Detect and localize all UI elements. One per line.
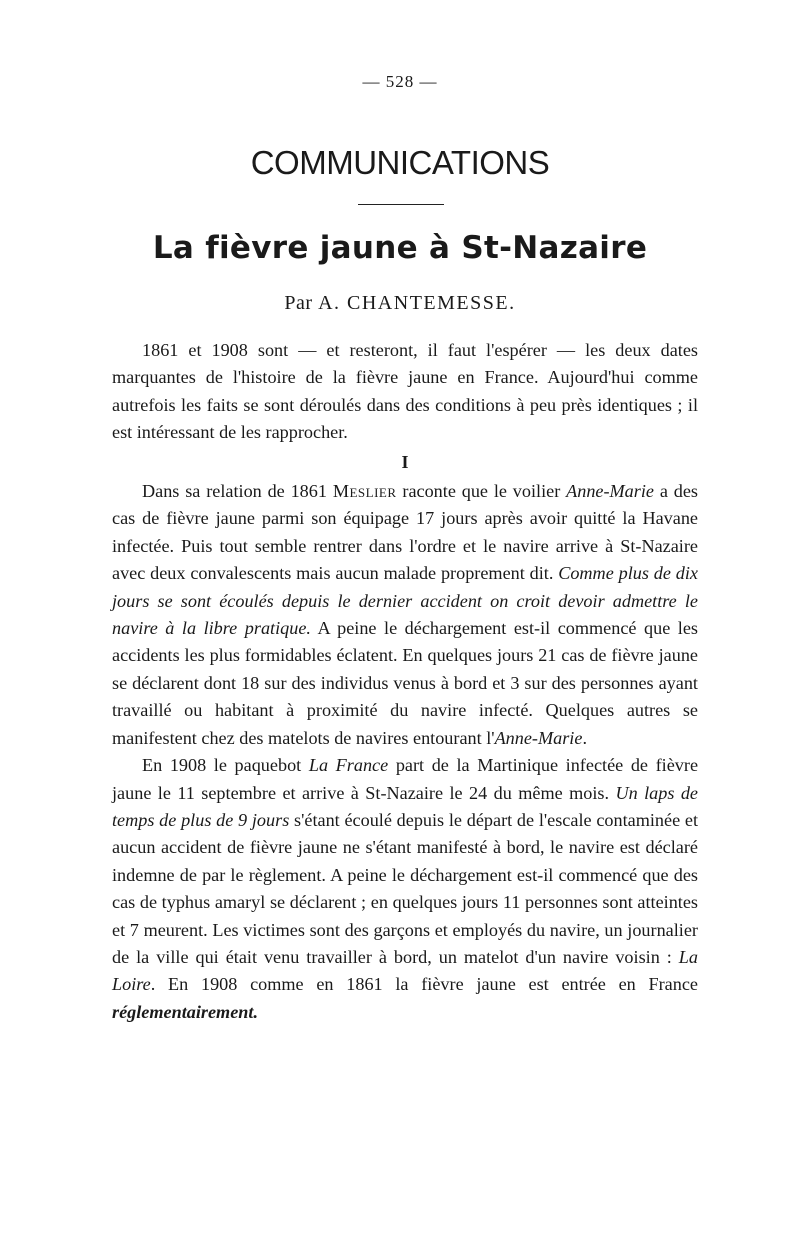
p2-ship-name-2: La Loire xyxy=(112,946,698,995)
article-body xyxy=(112,337,698,1026)
p1-text-4: A peine le déchargement est-il commencé que les accidents les plus formidables éclatent. En quelques jours 21 cas de fièvre jaune se déclarent dont 18 sur des individus venus à bord et 3 sur des personnes ayant travaillé ou habitant à proximité du navire infecté. Quelques autres se manifestent chez des matelots de navires entourant l' xyxy=(112,618,698,748)
p1-text-2: raconte que le voilier xyxy=(396,481,567,502)
article-title: La fièvre jaune à St-Nazaire xyxy=(152,230,648,266)
p1-text-5: . xyxy=(582,727,587,748)
p2-ship-name: La France xyxy=(308,755,389,776)
p2-final-emphasis: réglementairement. xyxy=(112,1001,258,1022)
section-heading: COMMUNICATIONS xyxy=(250,144,550,181)
p1-ship-name-2: Anne-Marie xyxy=(494,727,583,748)
p2-text-1: En 1908 le paquebot xyxy=(142,755,309,776)
p1-emphasis: Comme plus de dix jours se sont écoulés depuis le dernier accident on croit devoir admettre le navire à la libre pratique. xyxy=(112,563,698,639)
p2-text-4: . En 1908 comme en 1861 la fièvre jaune est entrée en France xyxy=(150,974,698,995)
p2-text-2: part de la Martinique infectée de fièvre jaune le 11 septembre et arrive à St-Nazaire le 24 du même mois. xyxy=(112,755,699,803)
byline-prefix: Par xyxy=(284,292,313,314)
heading-divider xyxy=(358,204,444,205)
page-number: — 528 — xyxy=(362,72,438,91)
paragraph-1861 xyxy=(112,478,698,752)
p1-author: Meslier xyxy=(332,481,397,502)
paragraph-1908 xyxy=(112,752,698,1026)
byline-author: A. CHANTEMESSE. xyxy=(318,292,516,314)
p2-emphasis: Un laps de temps de plus de 9 jours xyxy=(112,782,699,830)
p1-text-3: a des cas de fièvre jaune parmi son équipage 17 jours après avoir quitté la Havane infectée. Puis tout semble rentrer dans l'ordre et le navire arrive à St-Nazaire avec deux convalescents mais aucun malade proprement dit. xyxy=(112,481,698,584)
byline xyxy=(0,292,800,315)
intro-paragraph: 1861 et 1908 sont — et resteront, il faut l'espérer — les deux dates marquantes de l'histoire de la fièvre jaune en France. Aujourd'hui comme autrefois les faits se sont déroulés dans des conditions à peu près identiques ; il est intéressant de les rapprocher. xyxy=(112,340,698,443)
part-numeral: I xyxy=(401,451,409,472)
p2-text-3: s'étant écoulé depuis le départ de l'escale contaminée et aucun accident de fièvre jaune ne s'étant manifesté à bord, le navire est déclaré indemne de par le règlement. A peine le déchargement est-il commencé que des cas de typhus amaryl se déclarent ; en quelques jours 11 personnes sont atteintes et 7 meurent. Les victimes sont des garçons et employés du navire, un journalier de la ville qui était venu travailler à bord, un matelot d'un navire voisin : xyxy=(112,809,699,967)
p1-ship-name: Anne-Marie xyxy=(566,481,654,502)
p1-text-1: Dans sa relation de 1861 xyxy=(142,481,333,502)
